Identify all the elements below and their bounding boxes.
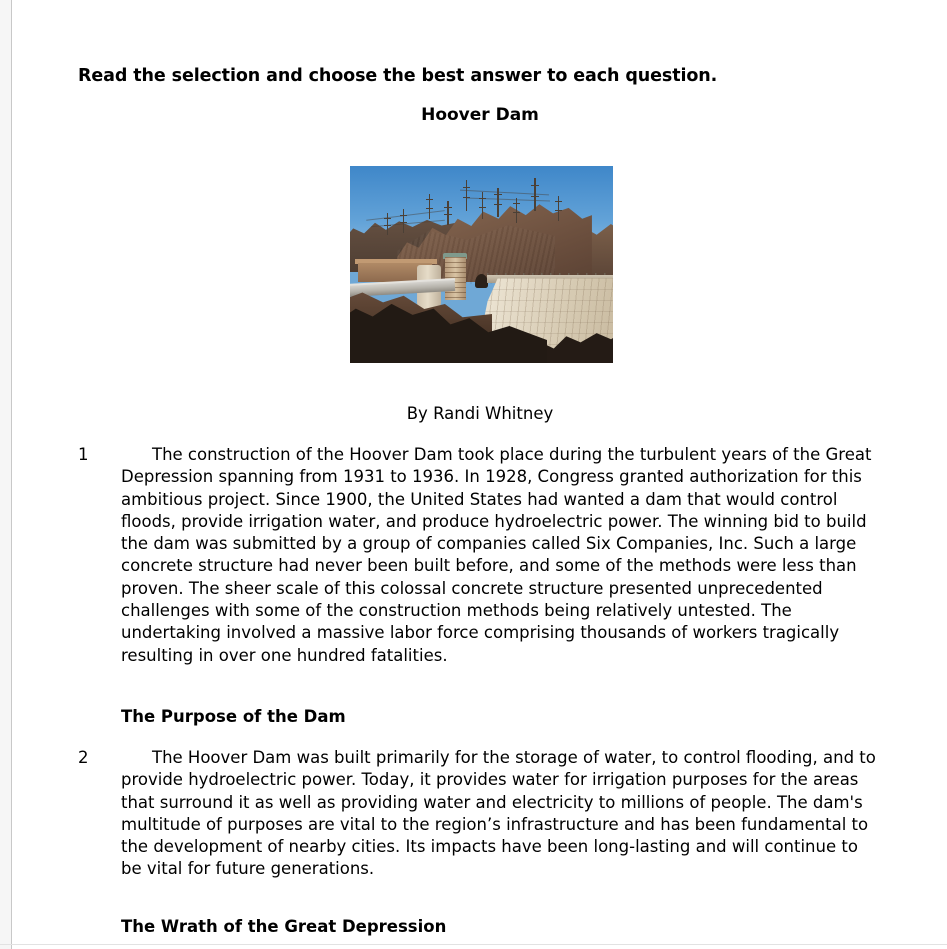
byline: By Randi Whitney [406, 404, 554, 423]
paragraph-2: The Hoover Dam was built primarily for the storage of water, to control flooding, and to provide hydroelectric power. Today, it provides water for irrigation purposes for the areas that surround it as well as providing water and electricity to millions of people. The dam's multitude of purposes are vital to the region’s infrastructure and has been fundamental to the development of nearby cities. Its impacts have been long-lasting and will continue to be vital for future generations. [121, 748, 876, 879]
paragraph-number-1: 1 [78, 445, 89, 464]
photo-transmission-tower [387, 213, 389, 235]
hoover-dam-photo [350, 166, 613, 363]
document-page [13, 0, 947, 949]
page-bottom-rule [0, 944, 947, 945]
photo-transmission-tower [516, 198, 518, 224]
photo-transmission-tower [534, 178, 536, 211]
photo-transmission-tower [482, 192, 484, 220]
photo-content [350, 166, 613, 363]
photo-transmission-tower [497, 188, 499, 218]
paragraph-number-2: 2 [78, 748, 89, 767]
photo-transmission-tower [403, 209, 405, 233]
section-heading-wrath-of-the-great-depression: The Wrath of the Great Depression [121, 917, 447, 936]
instruction-text: Read the selection and choose the best answer to each question. [78, 66, 718, 86]
photo-transmission-tower [429, 194, 431, 220]
photo-transmission-tower [558, 196, 560, 222]
page-left-gutter [0, 0, 12, 949]
paragraph-1: The construction of the Hoover Dam took place during the turbulent years of the Great Depression spanning from 1931 to 1936. In 1928, Congress granted authorization for this ambitious project. Since 1900, the United States had wanted a dam that would control floods, provide irrigation water, and produce hydroelectric power. The winning bid to build the dam was submitted by a group of companies called Six Companies, Inc. Such a large concrete structure had never been built before, and some of the methods were less than proven. The sheer scale of this colossal concrete structure presented unprecedented challenges with some of the construction methods being relatively untested. The undertaking involved a massive labor force comprising thousands of workers tragically resulting in over one hundred fatalities. [121, 445, 872, 665]
photo-transmission-tower [466, 180, 468, 212]
photo-transmission-tower [447, 201, 449, 225]
section-heading-purpose-of-the-dam: The Purpose of the Dam [121, 707, 346, 726]
page-title: Hoover Dam [421, 105, 539, 125]
